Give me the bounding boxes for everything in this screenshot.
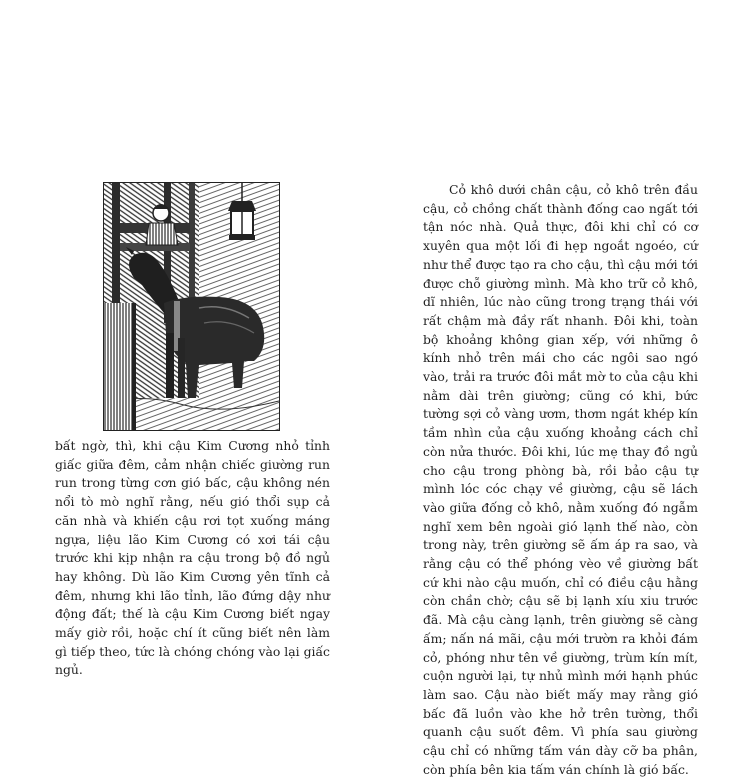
- stable-illustration: [103, 182, 280, 431]
- right-page-paragraph: Cỏ khô dưới chân cậu, cỏ khô trên đầu cậu, cỏ chồng chất thành đống cao ngất tới tận nóc nhà. Quả thực, đôi khi chỉ có cơ xuyên qua một lối đi hẹp ngoắt ngoéo, cứ như thể được tạo ra cho cậu, thì cậu mới tới được chỗ giường mình. Mà kho trữ cỏ khô, dĩ nhiên, lúc nào cũng trong trạng thái với rất chậm mà đầy rất nhanh. Đôi khi, toàn bộ khoảng không gian xếp, với những ô kính nhỏ trên mái cho các ngôi sao ngó vào, trải ra trước đôi mắt mờ to của cậu khi nằm dài trên giường; cũng có khi, bức tường sợi cỏ vàng ươm, thơm ngát khép kín tầm nhìn của cậu xuống khoảng cách chỉ còn nửa thước. Đôi khi, lúc mẹ thay đồ ngủ cho cậu trong phòng bà, rồi bảo cậu tự mình lóc cóc chạy về giường, cậu sẽ lách vào giữa đống cỏ khô, nằm xuống đó ngẫm nghĩ xem bên ngoài gió lạnh thế nào, còn trong này, trên giường sẽ ấm áp ra sao, và rằng cậu có thể phóng vèo về giường bất cứ khi nào cậu muốn, chỉ có điều cậu hằng còn chần chờ; cậu sẽ bị lạnh xíu xiu trước đã. Mà cậu càng lạnh, trên giường sẽ càng ấm; nấn ná mãi, cậu mới trườn ra khỏi đám cỏ, phóng như tên về giường, trùm kín mít, cuộn người lại, tự nhủ mình mới hạnh phúc làm sao. Cậu nào biết mấy may rằng gió bấc đã luồn vào khe hở trên tường, thổi quanh cậu suốt đêm. Vì phía sau giường cậu chỉ có những tấm ván dày cỡ ba phân, còn phía bên kia tấm ván chính là gió bấc.: [423, 182, 698, 777]
- horse-and-boy-engraving-icon: [104, 183, 279, 430]
- left-page-paragraph: bất ngờ, thì, khi cậu Kim Cương nhỏ tỉnh giấc giữa đêm, cảm nhận chiếc giường run run trong từng cơn gió bấc, cậu không nén nổi tò mò nghĩ rằng, nếu gió thổi sụp cả căn nhà và khiến cậu rơi tọt xuống máng ngựa, liệu lão Kim Cương có xơi tái cậu trước khi kịp nhận ra cậu trong bộ đồ ngủ hay không. Dù lão Kim Cương yên tĩnh cả đêm, nhưng khi lão tỉnh, lão đứng dậy như động đất; thế là cậu Kim Cương biết ngay mấy giờ rồi, hoặc chí ít cũng biết nên làm gì tiếp theo, tức là chóng chóng vào lại giấc ngủ.: [55, 438, 330, 678]
- left-page: [0, 0, 375, 750]
